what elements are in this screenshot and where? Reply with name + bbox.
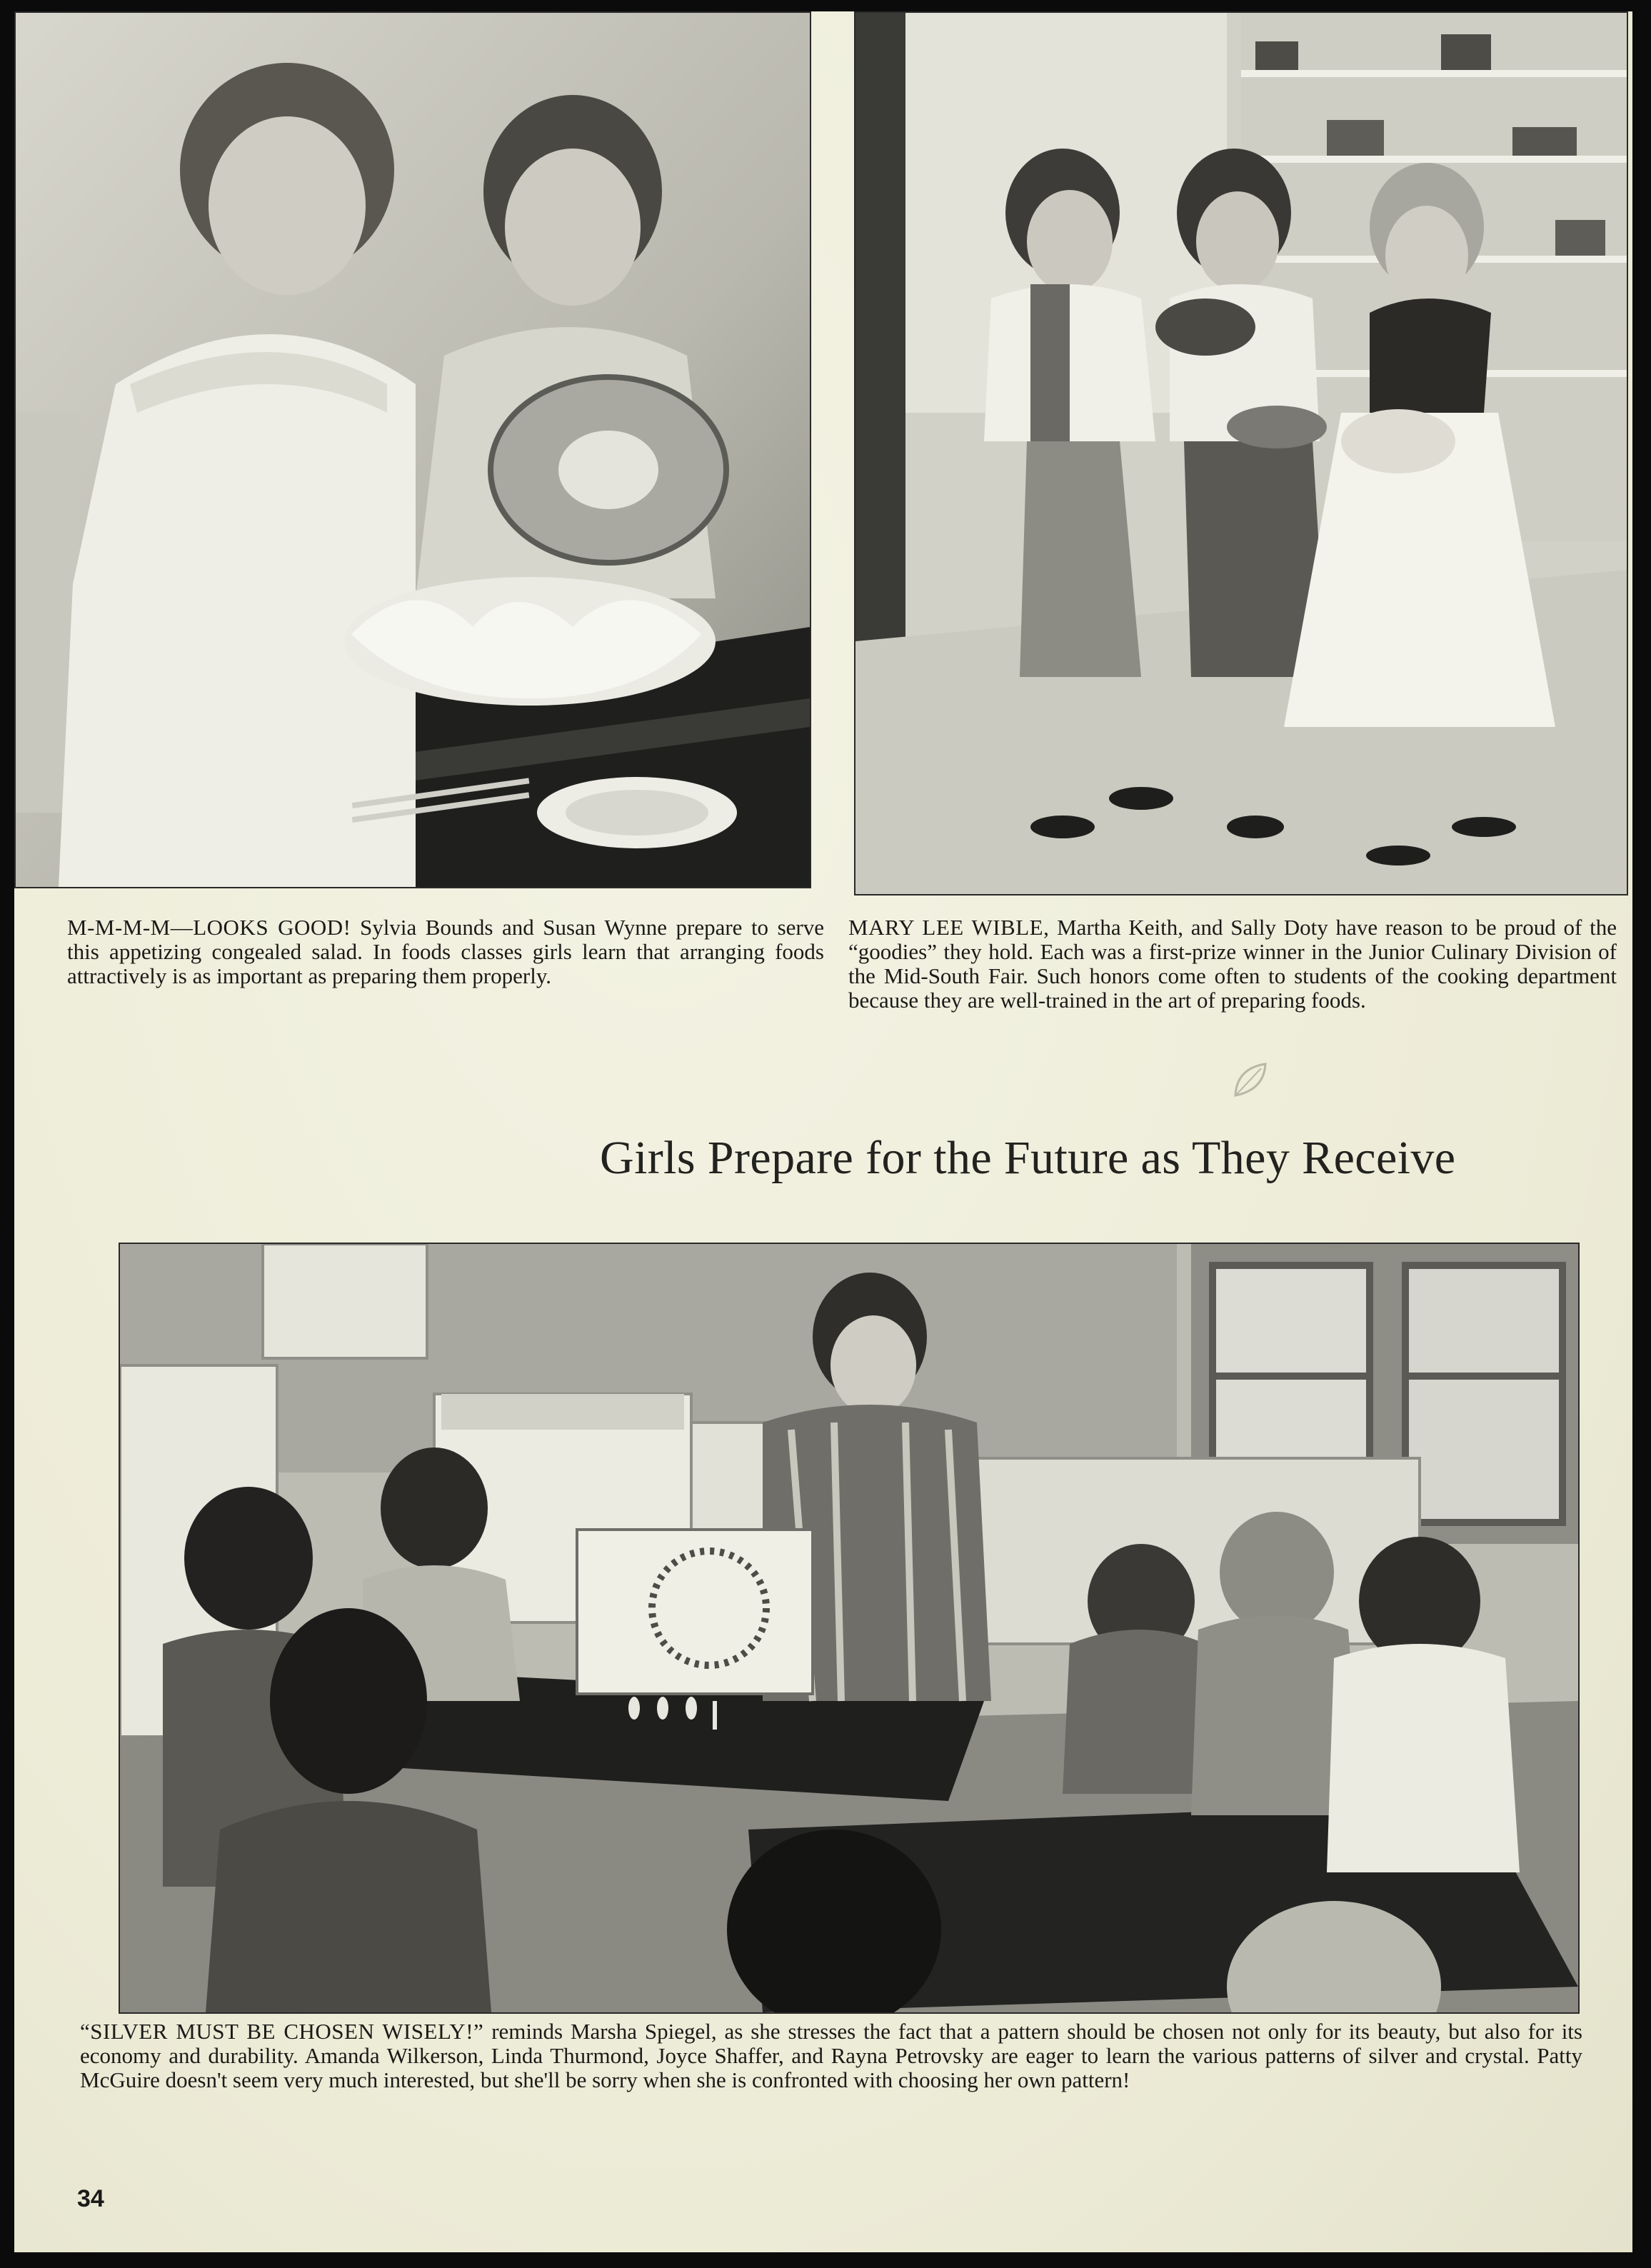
caption-prize-lead: MARY LEE WIBLE, (848, 915, 1050, 940)
caption-salad-body: Sylvia Bounds and Susan Wynne prepare to serve this appetizing congealed salad. In foods classes girls learn that arranging foods attractively is as important as preparing them properly. (67, 915, 824, 988)
caption-silver-lead: “SILVER MUST BE CHOSEN WISELY!” (80, 2019, 484, 2044)
photo-salad-scene (16, 13, 810, 887)
photo-prize-winners (854, 11, 1628, 895)
photo-silver-demonstration (119, 1243, 1580, 2014)
photo-prize-scene (855, 13, 1627, 894)
caption-silver-photo (80, 2019, 1582, 2092)
leaf-ornament-icon (1230, 1058, 1273, 1101)
photo-classroom-scene (120, 1244, 1578, 2012)
photo-salad-preparation (14, 11, 811, 888)
page-sheet (14, 11, 1632, 2252)
caption-salad-photo (67, 915, 824, 988)
caption-silver-body: reminds Marsha Spiegel, as she stresses the fact that a pattern should be chosen not only for its beauty, but also for its economy and durability. Amanda Wilkerson, Linda Thurmond, Joyce Shaffer, and Rayna Petrovsky are eager to learn the various patterns of silver and crystal. Patty McGuire doesn't seem very much interested, but she'll be sorry when she is confronted with choosing her own pattern! (80, 2019, 1582, 2092)
page-headline: Girls Prepare for the Future as They Receive (600, 1132, 1456, 1184)
page-number: 34 (77, 2185, 104, 2212)
caption-prize-body: Martha Keith, and Sally Doty have reason to be proud of the “goodies” they hold. Each was a first-prize winner in the Junior Culinary Division of the Mid-South Fair. Such honors come often to students of the cooking department because they are well-trained in the art of preparing foods. (848, 915, 1617, 1013)
caption-salad-lead: M-M-M-M—LOOKS GOOD! (67, 915, 351, 940)
caption-prize-photo (848, 915, 1617, 1013)
